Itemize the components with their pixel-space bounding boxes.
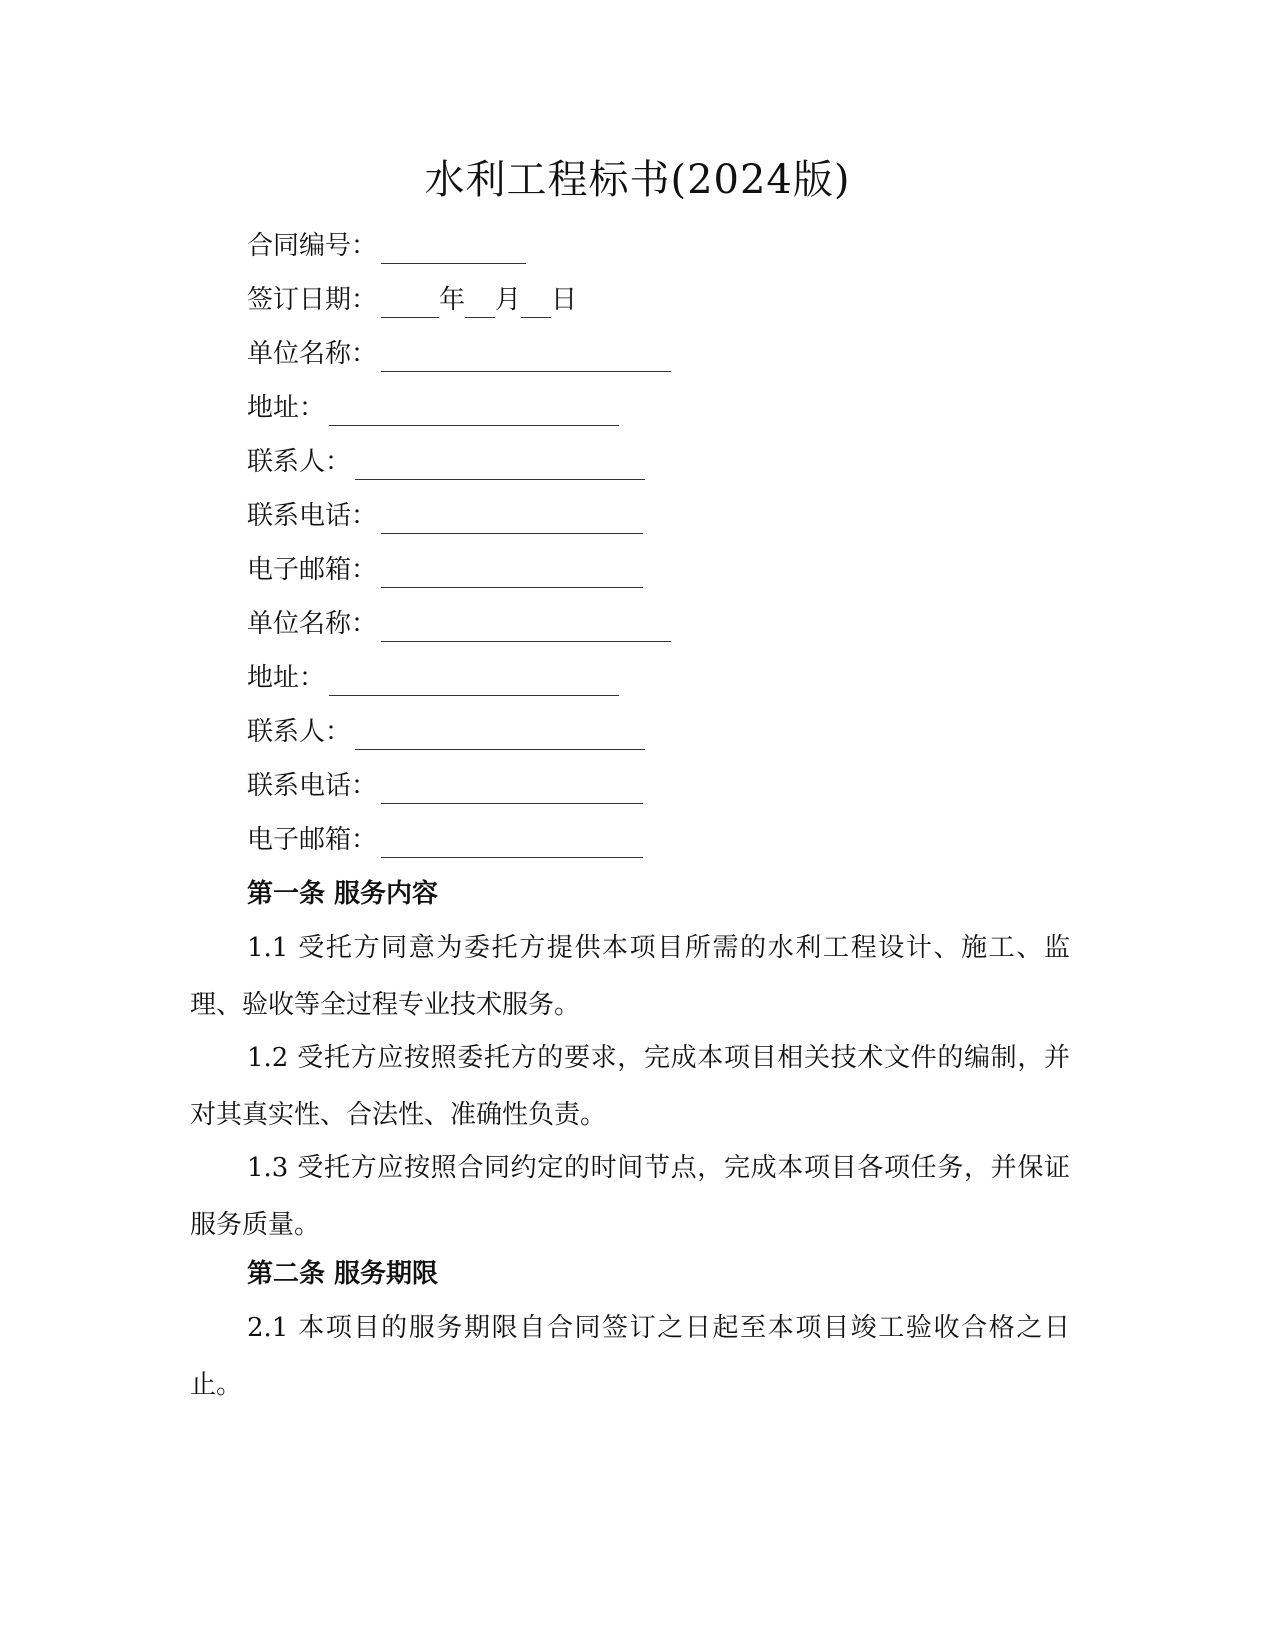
- field-sign-date: [247, 282, 577, 318]
- blank-line: [381, 559, 643, 588]
- blank-line: [381, 235, 526, 264]
- section-heading-2: 第二条 服务期限: [247, 1259, 439, 1289]
- field-unit-name-1: [247, 336, 671, 372]
- field-label: 签订日期：: [247, 285, 378, 315]
- blank-line: [381, 829, 643, 858]
- field-address-2: [247, 660, 619, 696]
- field-label: 单位名称：: [247, 609, 378, 639]
- field-label: 电子邮箱：: [247, 825, 378, 855]
- paragraph-2-1: 2.1 本项目的服务期限自合同签订之日起至本项目竣工验收合格之日止。: [190, 1313, 1070, 1400]
- field-label: 合同编号：: [247, 231, 378, 261]
- field-label: 地址：: [247, 663, 326, 693]
- unit-year: 年: [439, 285, 466, 315]
- section-heading-1: 第一条 服务内容: [247, 879, 439, 909]
- field-contact-1: [247, 444, 645, 480]
- field-label: 联系电话：: [247, 501, 378, 531]
- field-address-1: [247, 390, 619, 426]
- field-phone-2: [247, 768, 643, 804]
- field-contract-number: [247, 228, 526, 264]
- unit-day: 日: [551, 285, 578, 315]
- field-label: 电子邮箱：: [247, 555, 378, 585]
- paragraph-1-3: 1.3 受托方应按照合同约定的时间节点，完成本项目各项任务，并保证服务质量。: [190, 1153, 1070, 1240]
- field-label: 单位名称：: [247, 339, 378, 369]
- blank-line: [355, 721, 645, 750]
- unit-month: 月: [495, 285, 522, 315]
- field-unit-name-2: [247, 606, 671, 642]
- field-contact-2: [247, 714, 645, 750]
- blank-line: [329, 667, 619, 696]
- field-email-1: [247, 552, 643, 588]
- field-email-2: [247, 822, 643, 858]
- field-label: 联系电话：: [247, 771, 378, 801]
- field-label: 地址：: [247, 393, 326, 423]
- field-label: 联系人：: [247, 717, 352, 747]
- blank-line: [329, 397, 619, 426]
- paragraph-1-2: 1.2 受托方应按照委托方的要求，完成本项目相关技术文件的编制，并对其真实性、合法性、准确性负责。: [190, 1043, 1070, 1130]
- blank-line: [381, 505, 643, 534]
- blank-year: [381, 289, 439, 318]
- field-label: 联系人：: [247, 447, 352, 477]
- blank-day: [521, 289, 551, 318]
- blank-line: [355, 451, 645, 480]
- paragraph-1-1: 1.1 受托方同意为委托方提供本项目所需的水利工程设计、施工、监理、验收等全过程专业技术服务。: [190, 933, 1070, 1020]
- blank-line: [381, 343, 671, 372]
- document-title: 水利工程标书(2024版): [424, 157, 851, 203]
- blank-month: [465, 289, 495, 318]
- field-phone-1: [247, 498, 643, 534]
- blank-line: [381, 613, 671, 642]
- blank-line: [381, 775, 643, 804]
